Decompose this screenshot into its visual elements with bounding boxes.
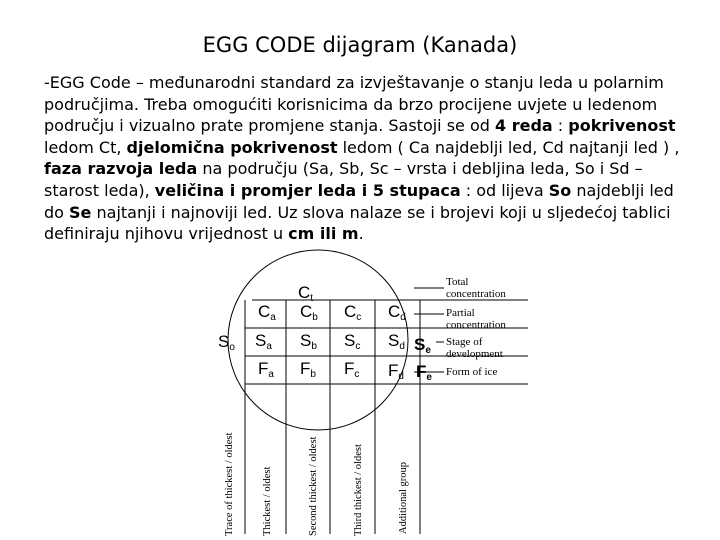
- column-label-trace: Trace of thickest / oldest: [224, 432, 235, 536]
- column-label-additional: Additional group: [398, 461, 409, 534]
- paragraph-bold-run: pokrivenost: [568, 116, 676, 136]
- code-fe: Fe: [416, 362, 432, 383]
- paragraph-run: najdeblji led do: [44, 180, 674, 222]
- column-label-thickest: Thickest / oldest: [262, 466, 273, 536]
- code-sb: Sb: [300, 331, 317, 352]
- paragraph-bold-run: cm ili m: [288, 224, 359, 244]
- code-sa: Sa: [255, 331, 272, 352]
- slide-title: EGG CODE dijagram (Kanada): [202, 33, 518, 57]
- code-se: Se: [414, 335, 431, 356]
- code-fc: Fc: [344, 359, 360, 380]
- code-fa: Fa: [258, 359, 274, 380]
- legend-total: Total concentration: [446, 276, 506, 300]
- code-fb: Fb: [300, 359, 316, 380]
- code-ca: Ca: [258, 302, 276, 323]
- paragraph-run: ledom Ct,: [44, 137, 127, 157]
- legend-stage: Stage of development: [446, 336, 503, 360]
- paragraph-run: najtanji i najnoviji led. Uz slova nalaze se i brojevi koji u sljedećoj tablici definiraju njihovu vrijednost u: [44, 202, 671, 244]
- column-label-third: Third thickest / oldest: [353, 444, 364, 536]
- paragraph-bold-run: So: [548, 180, 572, 200]
- paragraph-bold-run: veličina i promjer leda i 5 stupaca: [154, 180, 461, 200]
- paragraph-bold-run: djelomična pokrivenost: [126, 137, 338, 157]
- legend-partial: Partial concentration: [446, 307, 506, 331]
- code-fd: Fd: [388, 361, 404, 382]
- paragraph-run: :: [552, 116, 569, 136]
- code-cc: Cc: [344, 302, 362, 323]
- code-sd: Sd: [388, 331, 405, 352]
- paragraph-run: -EGG Code – međunarodni standard za izvještavanje o stanju leda u polarnim područjima. Treba omogućiti korisnicima da brzo procijene uvjete u ledenom području i vizualno prate promjene stanja. Sastoji se od: [44, 73, 664, 136]
- paragraph-run: : od lijeva: [460, 180, 549, 200]
- code-ct: Ct: [298, 283, 314, 304]
- paragraph-bold-run: Se: [69, 202, 92, 222]
- paragraph-run: ledom ( Ca najdeblji led, Cd najtanji led ) ,: [337, 137, 680, 157]
- legend-form: Form of ice: [446, 366, 498, 378]
- column-label-second: Second thickest / oldest: [308, 436, 319, 536]
- paragraph-bold-run: faza razvoja leda: [44, 159, 198, 179]
- code-cb: Cb: [300, 302, 318, 323]
- code-cd: Cd: [388, 302, 406, 323]
- code-sc: Sc: [344, 331, 361, 352]
- code-so: So: [218, 332, 235, 353]
- paragraph-bold-run: 4 reda: [495, 116, 553, 136]
- paragraph-run: .: [358, 224, 364, 244]
- paragraph-run: na području (Sa, Sb, Sc – vrsta i debljina leda, So i Sd – starost leda),: [44, 159, 643, 200]
